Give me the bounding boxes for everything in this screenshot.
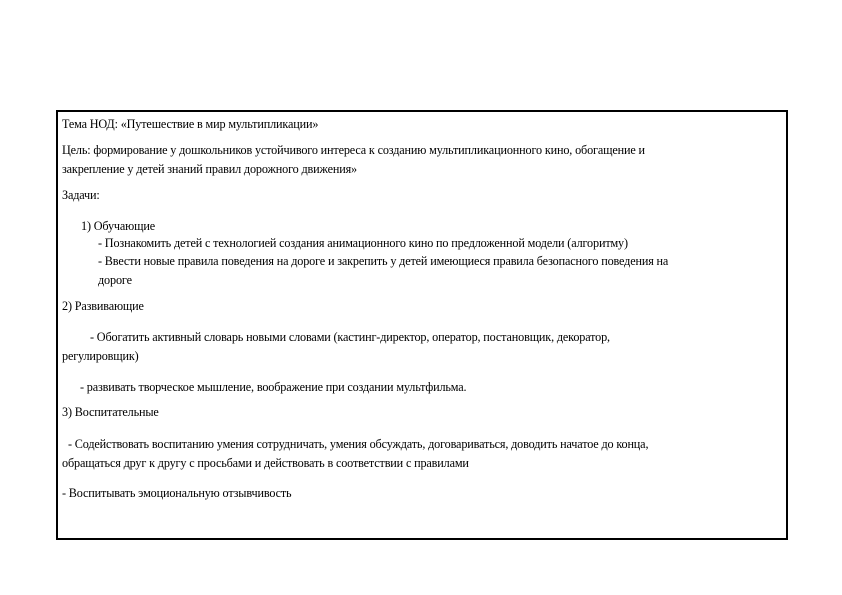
section-1-item-1: - Познакомить детей с технологией создания анимационного кино по предложенной модели (алгоритму) [98,236,628,250]
tasks-heading: Задачи: [62,188,100,202]
section-2-item-1-line-1: - Обогатить активный словарь новыми словами (кастинг-директор, оператор, постановщик, декоратор, [90,330,610,344]
goal-line-2: закрепление у детей знаний правил дорожного движения» [62,162,357,176]
section-3-item-2: - Воспитывать эмоциональную отзывчивость [62,486,292,500]
section-2-item-2: - развивать творческое мышление, воображение при создании мультфильма. [80,380,467,394]
section-1-heading: 1) Обучающие [81,219,155,233]
section-3-item-1-line-1: - Содействовать воспитанию умения сотрудничать, умения обсуждать, договариваться, доводить начатое до конца, [68,437,649,451]
section-2-heading: 2) Развивающие [62,299,144,313]
section-1-item-2-line-1: - Ввести новые правила поведения на дороге и закрепить у детей имеющиеся правила безопасного поведения на [98,254,669,268]
section-2-item-1-line-2: регулировщик) [62,349,139,363]
goal-line-1: Цель: формирование у дошкольников устойчивого интереса к созданию мультипликационного кино, обогащение и [62,143,645,157]
section-3-heading: 3) Воспитательные [62,405,159,419]
section-3-item-1-line-2: обращаться друг к другу с просьбами и действовать в соответствии с правилами [62,456,469,470]
section-1-item-2-line-2: дороге [98,273,132,287]
topic-line: Тема НОД: «Путешествие в мир мультипликации» [62,117,319,131]
